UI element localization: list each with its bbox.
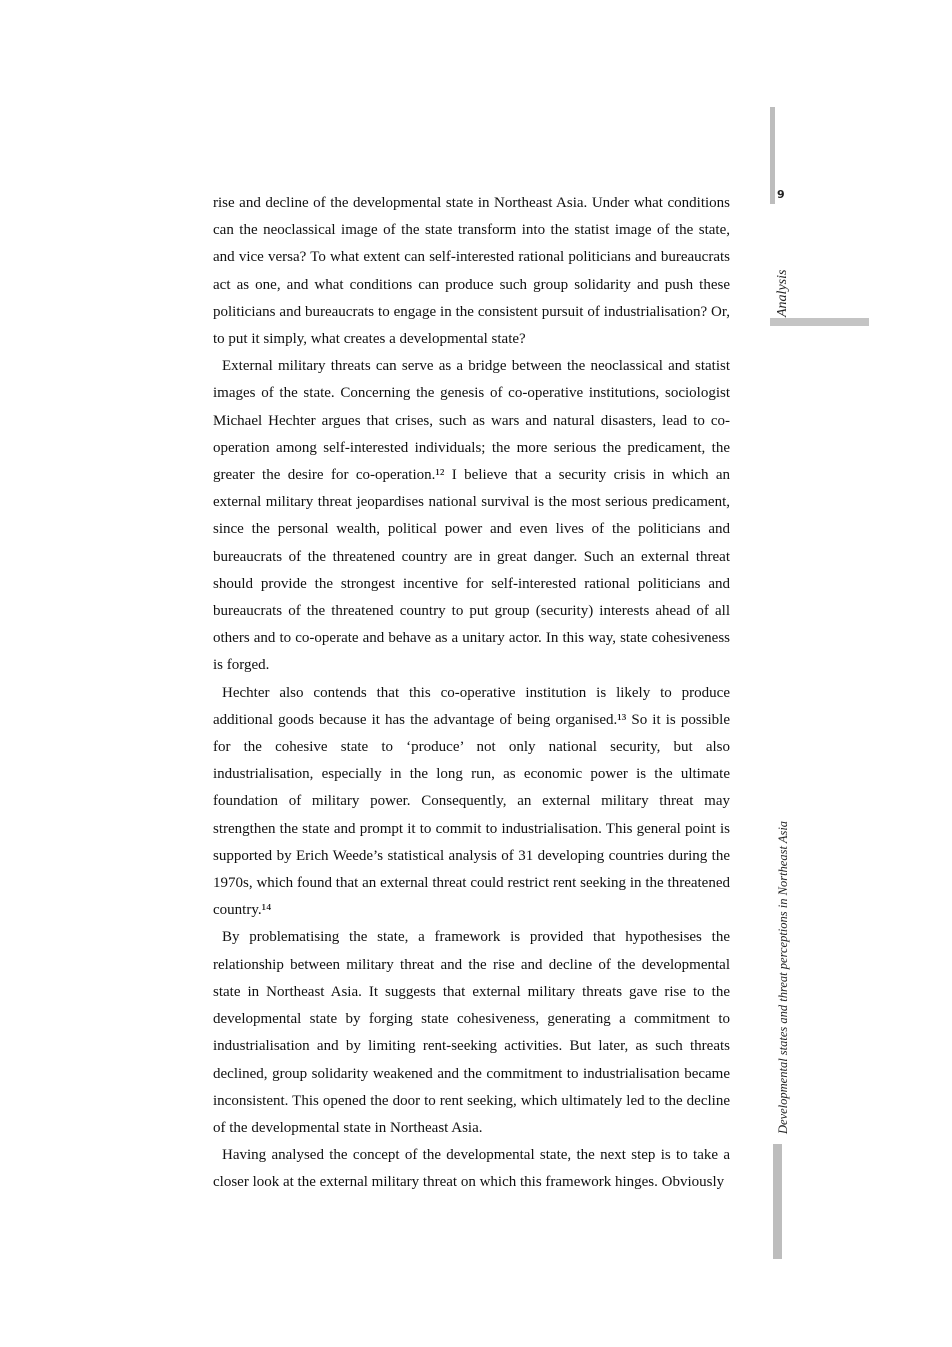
paragraph: Hechter also contends that this co-operative institution is likely to produce additional goods because it has the advantage of being organised.¹³ So it is possible for the cohesive state to ‘produce’ not only national security, but also industrialisation, especially in the long run, as economic power is the ultimate foundation of military power. Consequently, an external military threat may strengthen the state and prompt it to commit to industrialisation. This general point is supported by Erich Weede’s statistical analysis of 31 developing countries during the 1970s, which found that an external threat could restrict rent seeking in the threatened country.¹⁴ — [213, 684, 730, 919]
section-rule — [770, 318, 869, 326]
margin-rule-top — [770, 107, 775, 204]
running-head-title: Developmental states and threat perceptions in Northeast Asia — [776, 820, 790, 1134]
running-head-section: Analysis — [775, 269, 790, 317]
paragraph: rise and decline of the developmental state in Northeast Asia. Under what conditions can the neoclassical image of the state transform into the statist image of the state, and vice versa? To what extent can self-interested rational politicians and bureaucrats act as one, and what conditions can produce such group solidarity and push these politicians and bureaucrats to engage in the consistent pursuit of industrialisation? Or, to put it simply, what creates a developmental state? — [213, 195, 730, 348]
paragraph: Having analysed the concept of the developmental state, the next step is to take a closer look at the external military threat on which this framework hinges. Obviously — [213, 1147, 730, 1191]
paragraph: External military threats can serve as a bridge between the neoclassical and statist images of the state. Concerning the genesis of co-operative institutions, sociologist Michael Hechter argues that crises, such as wars and natural disasters, lead to co-operation among self-interested individuals; the more serious the predicament, the greater the desire for co-operation.¹² I believe that a security crisis in which an external military threat jeopardises national survival is the most serious predicament, since the personal wealth, political power and even lives of the politicians and bureaucrats of the threatened country are in great danger. Such an external threat should provide the strongest incentive for self-interested rational politicians and bureaucrats of the threatened country to put group (security) interests ahead of all others and to co-operate and behave as a unitary actor. In this way, state cohesiveness is forged. — [213, 358, 730, 674]
paragraph: By problematising the state, a framework is provided that hypothesises the relationship between military threat and the rise and decline of the developmental state in Northeast Asia. It suggests that external military threats gave rise to the developmental state by forging state cohesiveness, generating a commitment to industrialisation and by limiting rent-seeking activities. But later, as such threats declined, group solidarity weakened and the commitment to industrialisation became inconsistent. This opened the door to rent seeking, which ultimately led to the decline of the developmental state in Northeast Asia. — [213, 929, 730, 1136]
page-number: 9 — [777, 188, 785, 201]
body-text — [213, 190, 730, 1197]
margin-rule-bottom — [773, 1144, 782, 1259]
